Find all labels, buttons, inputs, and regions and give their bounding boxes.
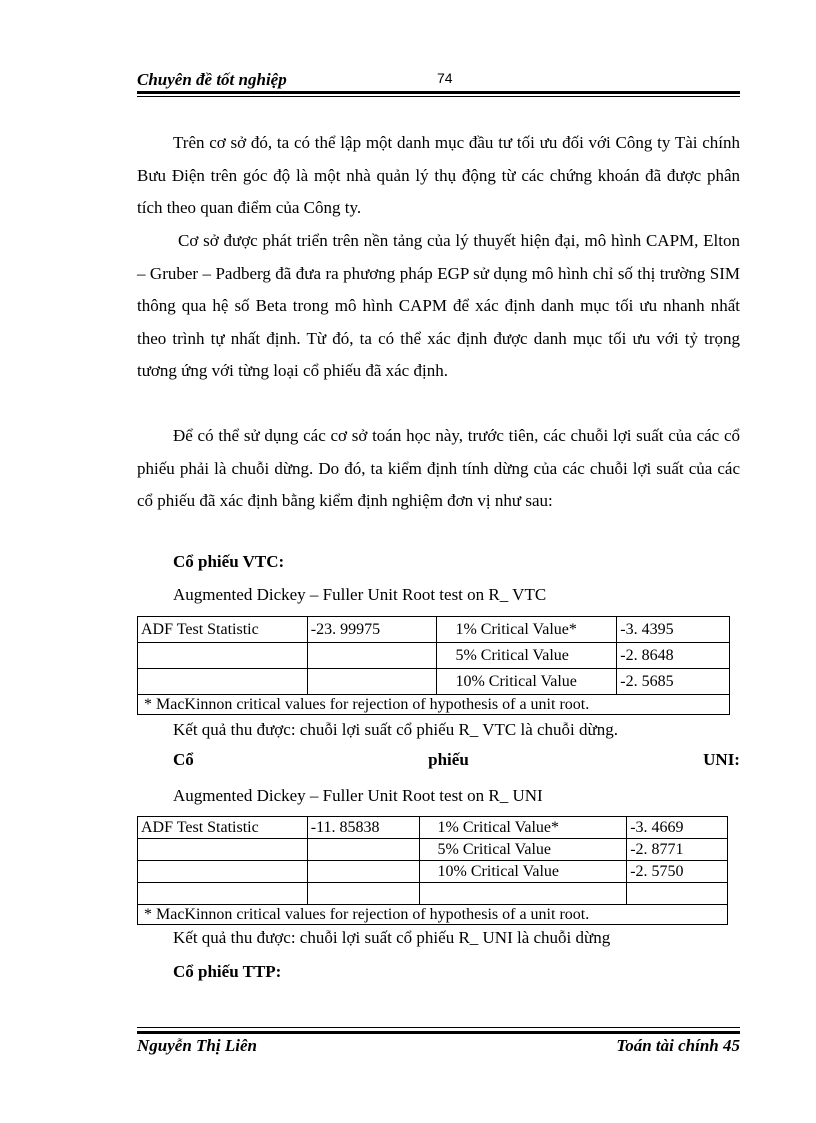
table-row [138,839,728,861]
table-note-row [138,905,728,925]
table-cell [307,669,437,695]
uni-heading-part: Cổ [173,750,194,769]
table-cell [138,643,308,669]
paragraph-3: Để có thể sử dụng các cơ sở toán học này, trước tiên, các chuỗi lợi suất của các cổ phiếu phải là chuỗi dừng. Do đó, ta kiểm định tính dừng của các chuỗi lợi suất của các cổ phiếu đã xác định bằng kiểm định nghiệm đơn vị như sau: [137,426,740,510]
footer-rule-thick [137,1031,740,1034]
table-note: * MacKinnon critical values for rejection of hypothesis of a unit root. [138,695,730,715]
header-title: Chuyên đề tốt nghiệp [137,70,287,89]
table-note-row [138,695,730,715]
header-rule-thin [137,96,740,97]
footer-class: Toán tài chính 45 [616,1036,740,1055]
table-cell [138,861,308,883]
table-cell: 5% Critical Value [419,839,627,861]
table-cell: 10% Critical Value [419,861,627,883]
vtc-adf-table [137,616,730,715]
table-note: * MacKinnon critical values for rejection of hypothesis of a unit root. [138,905,728,925]
table-row [138,883,728,905]
table-cell [627,883,728,905]
table-cell: -2. 5750 [627,861,728,883]
vtc-heading: Cổ phiếu VTC: [173,552,285,571]
uni-heading [173,750,740,770]
table-cell [307,883,419,905]
ttp-heading: Cổ phiếu TTP: [173,962,282,981]
table-cell: -2. 8771 [627,839,728,861]
table-row [138,861,728,883]
vtc-result: Kết quả thu được: chuỗi lợi suất cổ phiếu R_ VTC là chuỗi dừng. [173,720,618,739]
uni-test-title: Augmented Dickey – Fuller Unit Root test on R_ UNI [173,786,543,805]
table-cell: 5% Critical Value [437,643,617,669]
table-cell: -2. 5685 [617,669,730,695]
table-row [138,817,728,839]
table-cell: ADF Test Statistic [138,617,308,643]
vtc-test-title: Augmented Dickey – Fuller Unit Root test on R_ VTC [173,585,547,604]
table-cell [307,643,437,669]
page-number: 74 [437,70,453,86]
table-cell: 1% Critical Value* [437,617,617,643]
table-cell [307,861,419,883]
table-cell: -2. 8648 [617,643,730,669]
table-cell: -23. 99975 [307,617,437,643]
uni-result: Kết quả thu được: chuỗi lợi suất cổ phiếu R_ UNI là chuỗi dừng [173,928,611,947]
footer-rule-thin [137,1027,740,1028]
table-cell [138,839,308,861]
table-cell: -3. 4669 [627,817,728,839]
table-row [138,643,730,669]
table-cell [307,839,419,861]
table-row [138,669,730,695]
table-cell [419,883,627,905]
table-cell: 10% Critical Value [437,669,617,695]
header-rule-thick [137,91,740,94]
footer-author: Nguyễn Thị Liên [137,1036,257,1055]
paragraph-2: Cơ sở được phát triển trên nền tảng của lý thuyết hiện đại, mô hình CAPM, Elton – Gruber – Padberg đã đưa ra phương pháp EGP sử dụng mô hình chỉ số thị trường SIM thông qua hệ số Beta trong mô hình CAPM để xác định danh mục tối ưu nhanh nhất theo trình tự nhất định. Từ đó, ta có thể xác định được danh mục tối ưu với tỷ trọng tương ứng với từng loại cổ phiếu đã xác định. [137,231,740,380]
table-cell [138,883,308,905]
uni-heading-part: UNI: [703,750,740,769]
uni-adf-table [137,816,728,925]
table-cell: ADF Test Statistic [138,817,308,839]
table-cell: 1% Critical Value* [419,817,627,839]
table-cell [138,669,308,695]
uni-heading-part: phiếu [428,750,469,769]
table-cell: -11. 85838 [307,817,419,839]
table-cell: -3. 4395 [617,617,730,643]
paragraph-1: Trên cơ sở đó, ta có thể lập một danh mục đầu tư tối ưu đối với Công ty Tài chính Bưu Điện trên góc độ là một nhà quản lý thụ động từ các chứng khoán đã được phân tích theo quan điểm của Công ty. [137,133,740,217]
table-row [138,617,730,643]
